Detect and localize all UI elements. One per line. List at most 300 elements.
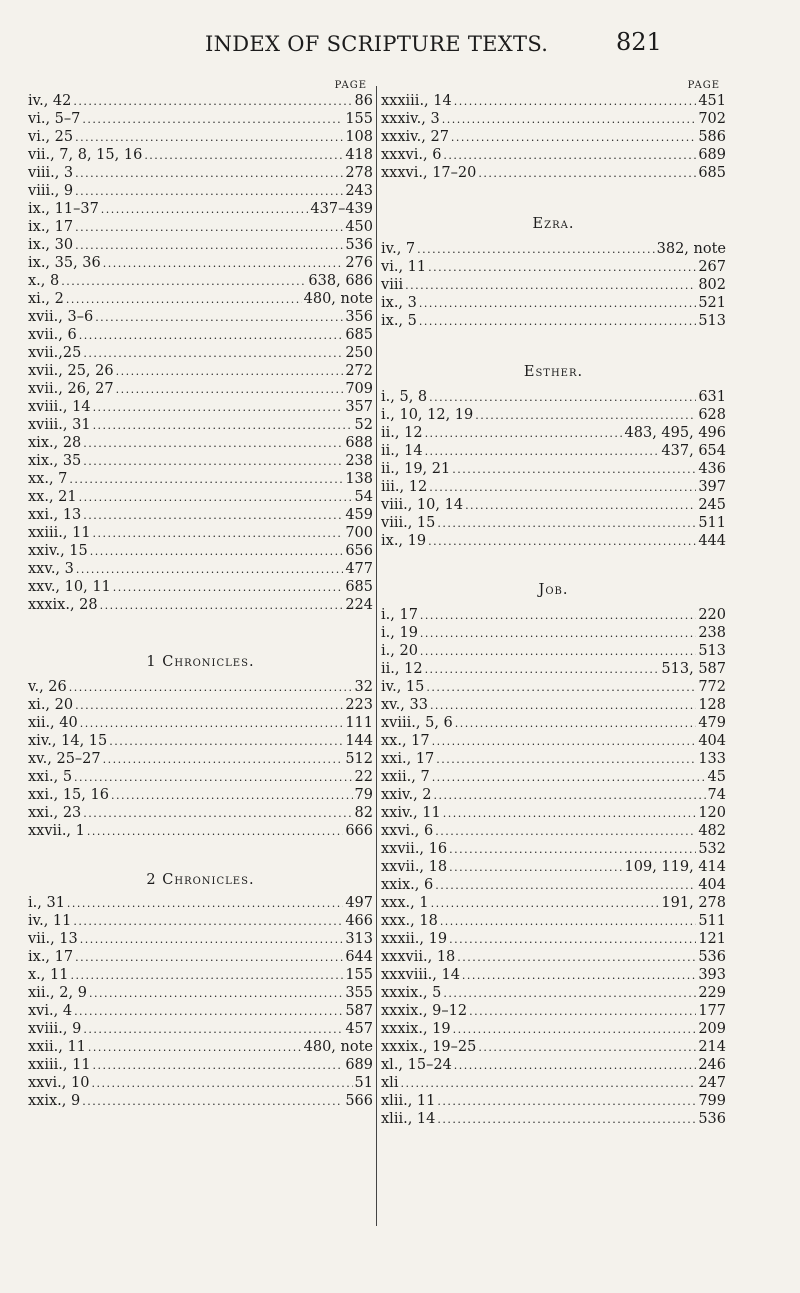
index-entry — [28, 524, 373, 542]
dot-leader — [440, 913, 697, 931]
index-entry — [381, 822, 726, 840]
index-entry — [28, 416, 373, 434]
verse-reference: xxx., 1 — [381, 895, 429, 911]
verse-reference: xxxiv., 27 — [381, 129, 449, 145]
dot-leader — [437, 515, 696, 533]
dot-leader — [451, 129, 696, 147]
page-reference: 224 — [345, 597, 373, 613]
dot-leader — [83, 453, 343, 471]
verse-reference: x., 8 — [28, 273, 60, 289]
dot-leader — [430, 697, 696, 715]
dot-leader — [432, 733, 697, 751]
page-reference: 245 — [698, 497, 726, 513]
page-reference: 482 — [698, 823, 726, 839]
index-entry — [28, 470, 373, 488]
dot-leader — [417, 241, 654, 259]
page-reference: 483, 495, 496 — [624, 425, 726, 441]
index-entry — [381, 1110, 726, 1128]
page-reference: 45 — [707, 769, 726, 785]
dot-leader — [95, 309, 343, 327]
index-entry — [28, 362, 373, 380]
verse-reference: ii., 12 — [381, 425, 423, 441]
index-entry — [381, 164, 726, 182]
dot-leader — [478, 165, 696, 183]
dot-leader — [425, 661, 660, 679]
verse-reference: xxxix., 5 — [381, 985, 442, 1001]
index-entry — [28, 1074, 373, 1092]
index-entry — [381, 894, 726, 912]
verse-reference: xvii., 6 — [28, 327, 77, 343]
page-reference: 685 — [698, 165, 726, 181]
index-entry — [381, 732, 726, 750]
verse-reference: xiv., 14, 15 — [28, 733, 108, 749]
dot-leader — [109, 733, 343, 751]
index-entry — [28, 110, 373, 128]
page-reference: 638, 686 — [308, 273, 373, 289]
verse-reference: v., 26 — [28, 679, 67, 695]
verse-reference: iv., 11 — [28, 913, 72, 929]
page-reference: 356 — [345, 309, 373, 325]
page-reference: 79 — [354, 787, 373, 803]
index-entry — [381, 696, 726, 714]
verse-reference: xxxiv., 3 — [381, 111, 440, 127]
dot-leader — [425, 443, 660, 461]
section-heading: Job. — [538, 582, 569, 598]
index-entry — [28, 200, 373, 218]
index-entry — [381, 966, 726, 984]
dot-leader — [428, 533, 696, 551]
dot-leader — [79, 327, 344, 345]
dot-leader — [79, 489, 353, 507]
verse-reference: ix., 5 — [381, 313, 417, 329]
dot-leader — [75, 237, 343, 255]
page-reference: 250 — [345, 345, 373, 361]
page-reference: 497 — [345, 895, 373, 911]
index-entry — [28, 290, 373, 308]
page-reference: 459 — [345, 507, 373, 523]
index-entry — [28, 696, 373, 714]
dot-leader — [462, 967, 696, 985]
dot-leader — [419, 313, 696, 331]
dot-leader — [93, 399, 344, 417]
page-reference: 313 — [345, 931, 373, 947]
index-section — [381, 214, 726, 330]
page-reference: 444 — [698, 533, 726, 549]
dot-leader — [80, 715, 344, 733]
verse-reference: xxiv., 15 — [28, 543, 88, 559]
page-reference: 437, 654 — [661, 443, 726, 459]
index-entry — [381, 1002, 726, 1020]
verse-reference: xxvi., 10 — [28, 1075, 90, 1091]
dot-leader — [73, 913, 343, 931]
index-entry — [28, 560, 373, 578]
page-reference: 685 — [345, 579, 373, 595]
verse-reference: xxxix., 19–25 — [381, 1039, 477, 1055]
page-reference: 267 — [698, 259, 726, 275]
dot-leader — [67, 895, 343, 913]
dot-leader — [426, 679, 696, 697]
dot-leader — [449, 859, 622, 877]
page-reference: 51 — [354, 1075, 373, 1091]
page-reference: 108 — [345, 129, 373, 145]
page-reference: 457 — [345, 1021, 373, 1037]
verse-reference: xxxii., 19 — [381, 931, 448, 947]
dot-leader — [455, 715, 697, 733]
section-heading: Esther. — [523, 364, 584, 380]
index-entry — [28, 578, 373, 596]
verse-reference: xxi., 15, 16 — [28, 787, 109, 803]
page-reference: 587 — [345, 1003, 373, 1019]
page-reference: 450 — [345, 219, 373, 235]
verse-reference: viii — [381, 277, 404, 293]
dot-leader — [425, 425, 623, 443]
page-reference: 155 — [345, 111, 373, 127]
page-reference: 404 — [698, 733, 726, 749]
verse-reference: xxxix., 28 — [28, 597, 98, 613]
dot-leader — [453, 1021, 697, 1039]
dot-leader — [82, 1093, 343, 1111]
verse-reference: ix., 19 — [381, 533, 427, 549]
index-entry — [28, 822, 373, 840]
index-section — [381, 92, 726, 182]
index-entry — [28, 380, 373, 398]
index-entry — [381, 1056, 726, 1074]
index-entry — [381, 406, 726, 424]
index-entry — [381, 1038, 726, 1056]
page-reference: 644 — [345, 949, 373, 965]
verse-reference: xxxix., 9–12 — [381, 1003, 468, 1019]
dot-leader — [419, 295, 696, 313]
dot-leader — [449, 841, 696, 859]
page-reference: 702 — [698, 111, 726, 127]
index-entry — [381, 624, 726, 642]
verse-reference: xxix., 6 — [381, 877, 434, 893]
index-entry — [28, 1020, 373, 1038]
index-entry — [28, 732, 373, 750]
running-title: INDEX OF SCRIPTURE TEXTS. — [205, 32, 549, 56]
verse-reference: vi., 5–7 — [28, 111, 81, 127]
page-reference: 276 — [345, 255, 373, 271]
verse-reference: xxv., 10, 11 — [28, 579, 111, 595]
page-reference: 86 — [354, 93, 373, 109]
verse-reference: xv., 33 — [381, 697, 428, 713]
index-entry — [381, 948, 726, 966]
verse-reference: x., 11 — [28, 967, 69, 983]
dot-leader — [475, 407, 696, 425]
verse-reference: vi., 25 — [28, 129, 74, 145]
index-entry — [28, 254, 373, 272]
right-column — [381, 80, 726, 1128]
page-reference: 54 — [354, 489, 373, 505]
dot-leader — [405, 277, 696, 295]
page-reference: 799 — [698, 1093, 726, 1109]
index-entry — [28, 750, 373, 768]
verse-reference: xvi., 4 — [28, 1003, 73, 1019]
page-reference: 772 — [698, 679, 726, 695]
verse-reference: xviii., 5, 6 — [381, 715, 453, 731]
index-entry — [381, 840, 726, 858]
dot-leader — [111, 787, 353, 805]
page-reference: 243 — [345, 183, 373, 199]
index-entry — [381, 642, 726, 660]
dot-leader — [74, 769, 353, 787]
page-reference: 404 — [698, 877, 726, 893]
index-entry — [381, 294, 726, 312]
verse-reference: xxvii., 1 — [28, 823, 85, 839]
verse-reference: xix., 35 — [28, 453, 82, 469]
verse-reference: xxvi., 6 — [381, 823, 434, 839]
verse-reference: xxii., 7 — [381, 769, 430, 785]
page-reference: 355 — [345, 985, 373, 1001]
verse-reference: xxiv., 11 — [381, 805, 441, 821]
dot-leader — [465, 497, 696, 515]
dot-leader — [91, 1075, 352, 1093]
page-reference: 52 — [354, 417, 373, 433]
index-entry — [28, 506, 373, 524]
verse-reference: xvii., 25, 26 — [28, 363, 114, 379]
dot-leader — [75, 697, 343, 715]
page-reference: 278 — [345, 165, 373, 181]
dot-leader — [144, 147, 343, 165]
page-column-label: PAGE — [687, 80, 720, 91]
page-reference: 191, 278 — [661, 895, 726, 911]
index-entry — [381, 514, 726, 532]
column-divider — [376, 86, 377, 1226]
verse-reference: ix., 17 — [28, 949, 74, 965]
index-section — [28, 870, 373, 1110]
index-entry — [28, 146, 373, 164]
index-entry — [381, 714, 726, 732]
index-entry — [28, 894, 373, 912]
verse-reference: iv., 7 — [381, 241, 416, 257]
dot-leader — [420, 625, 696, 643]
index-entry — [381, 858, 726, 876]
dot-leader — [432, 769, 706, 787]
index-entry — [28, 308, 373, 326]
index-entry — [28, 218, 373, 236]
page-reference: 513, 587 — [661, 661, 726, 677]
index-entry — [381, 660, 726, 678]
index-entry — [28, 236, 373, 254]
index-section — [381, 580, 726, 1128]
dot-leader — [88, 1039, 302, 1057]
dot-leader — [443, 147, 696, 165]
page-reference: 511 — [698, 515, 726, 531]
index-entry — [381, 750, 726, 768]
page-reference: 477 — [345, 561, 373, 577]
dot-leader — [420, 607, 696, 625]
page-reference: 32 — [354, 679, 373, 695]
page-reference: 436 — [698, 461, 726, 477]
index-entry — [381, 496, 726, 514]
page-reference: 536 — [345, 237, 373, 253]
page-reference: 238 — [345, 453, 373, 469]
index-entry — [28, 912, 373, 930]
index-entry — [28, 434, 373, 452]
verse-reference: xxxvi., 6 — [381, 147, 442, 163]
verse-reference: xvii., 26, 27 — [28, 381, 114, 397]
page-reference: 177 — [698, 1003, 726, 1019]
dot-leader — [75, 183, 343, 201]
dot-leader — [93, 417, 353, 435]
index-entry — [381, 606, 726, 624]
page-reference: 121 — [698, 931, 726, 947]
dot-leader — [83, 805, 352, 823]
verse-reference: iv., 42 — [28, 93, 72, 109]
page-reference: 513 — [698, 313, 726, 329]
page-reference: 631 — [698, 389, 726, 405]
section-heading: 2 Chronicles. — [146, 872, 255, 888]
index-entry — [381, 804, 726, 822]
page-reference: 628 — [698, 407, 726, 423]
dot-leader — [75, 219, 343, 237]
dot-leader — [80, 931, 344, 949]
verse-reference: xii., 2, 9 — [28, 985, 87, 1001]
page-reference: 247 — [698, 1075, 726, 1091]
verse-reference: xxii., 11 — [28, 1039, 86, 1055]
verse-reference: ii., 14 — [381, 443, 423, 459]
verse-reference: i., 17 — [381, 607, 418, 623]
page-reference: 74 — [707, 787, 726, 803]
verse-reference: vi., 11 — [381, 259, 427, 275]
page-reference: 685 — [345, 327, 373, 343]
page-reference: 120 — [698, 805, 726, 821]
verse-reference: xxiii., 11 — [28, 1057, 91, 1073]
dot-leader — [442, 111, 697, 129]
page-reference: 512 — [345, 751, 373, 767]
verse-reference: xxi., 17 — [381, 751, 435, 767]
page-reference: 272 — [345, 363, 373, 379]
index-entry — [28, 678, 373, 696]
dot-leader — [431, 895, 660, 913]
dot-leader — [75, 949, 343, 967]
page-reference: 802 — [698, 277, 726, 293]
dot-leader — [436, 751, 696, 769]
page-reference: 220 — [698, 607, 726, 623]
page-reference: 111 — [345, 715, 373, 731]
verse-reference: xx., 17 — [381, 733, 430, 749]
verse-reference: i., 5, 8 — [381, 389, 428, 405]
verse-reference: ix., 17 — [28, 219, 74, 235]
page-reference: 155 — [345, 967, 373, 983]
verse-reference: xi., 20 — [28, 697, 74, 713]
index-entry — [28, 452, 373, 470]
verse-reference: xxiv., 2 — [381, 787, 432, 803]
index-entry — [381, 876, 726, 894]
verse-reference: i., 31 — [28, 895, 65, 911]
index-entry — [381, 276, 726, 294]
page-reference: 536 — [698, 1111, 726, 1127]
dot-leader — [116, 381, 344, 399]
section-heading: 1 Chronicles. — [146, 654, 255, 670]
page-reference: 700 — [345, 525, 373, 541]
index-entry — [28, 786, 373, 804]
verse-reference: xvii.,25 — [28, 345, 82, 361]
index-entry — [381, 930, 726, 948]
page-reference: 22 — [354, 769, 373, 785]
verse-reference: xxvii., 18 — [381, 859, 448, 875]
index-entry — [28, 344, 373, 362]
verse-reference: xviii., 31 — [28, 417, 91, 433]
page-reference: 466 — [345, 913, 373, 929]
verse-reference: xx., 21 — [28, 489, 77, 505]
dot-leader — [452, 461, 696, 479]
dot-leader — [113, 579, 344, 597]
index-entry — [381, 442, 726, 460]
page-reference: 418 — [345, 147, 373, 163]
index-entry — [28, 128, 373, 146]
index-entry — [28, 272, 373, 290]
index-entry — [381, 240, 726, 258]
verse-reference: xxxvi., 17–20 — [381, 165, 477, 181]
left-column — [28, 80, 373, 1110]
index-entry — [381, 912, 726, 930]
verse-reference: xli — [381, 1075, 399, 1091]
index-section — [28, 92, 373, 614]
page-reference: 238 — [698, 625, 726, 641]
dot-leader — [66, 291, 302, 309]
dot-leader — [400, 1075, 696, 1093]
page-reference: 397 — [698, 479, 726, 495]
verse-reference: xxxviii., 14 — [381, 967, 460, 983]
page-reference: 223 — [345, 697, 373, 713]
verse-reference: xvii., 3–6 — [28, 309, 94, 325]
index-entry — [28, 182, 373, 200]
page-reference: 689 — [698, 147, 726, 163]
dot-leader — [449, 931, 696, 949]
page-reference: 666 — [345, 823, 373, 839]
dot-leader — [469, 1003, 696, 1021]
index-entry — [381, 1092, 726, 1110]
dot-leader — [116, 363, 344, 381]
index-entry — [381, 1020, 726, 1038]
verse-reference: xxix., 9 — [28, 1093, 81, 1109]
verse-reference: xxx., 18 — [381, 913, 438, 929]
verse-reference: xviii., 14 — [28, 399, 91, 415]
verse-reference: viii., 10, 14 — [381, 497, 464, 513]
index-entry — [381, 678, 726, 696]
dot-leader — [89, 985, 343, 1003]
index-entry — [28, 714, 373, 732]
index-entry — [28, 398, 373, 416]
verse-reference: xxi., 13 — [28, 507, 82, 523]
index-entry — [28, 488, 373, 506]
index-entry — [381, 786, 726, 804]
dot-leader — [478, 1039, 696, 1057]
verse-reference: iv., 15 — [381, 679, 425, 695]
index-section — [28, 652, 373, 840]
verse-reference: xxi., 5 — [28, 769, 73, 785]
index-entry — [28, 326, 373, 344]
dot-leader — [93, 525, 344, 543]
page-reference: 688 — [345, 435, 373, 451]
page-reference: 209 — [698, 1021, 726, 1037]
verse-reference: ix., 11–37 — [28, 201, 99, 217]
verse-reference: xlii., 11 — [381, 1093, 436, 1109]
dot-leader — [93, 1057, 344, 1075]
index-entry — [28, 92, 373, 110]
page-reference: 109, 119, 414 — [624, 859, 726, 875]
index-entry — [381, 478, 726, 496]
verse-reference: xxvii., 16 — [381, 841, 448, 857]
dot-leader — [83, 507, 343, 525]
dot-leader — [83, 435, 343, 453]
dot-leader — [103, 255, 344, 273]
verse-reference: xviii., 9 — [28, 1021, 82, 1037]
index-entry — [381, 92, 726, 110]
dot-leader — [434, 787, 706, 805]
page-reference: 128 — [698, 697, 726, 713]
